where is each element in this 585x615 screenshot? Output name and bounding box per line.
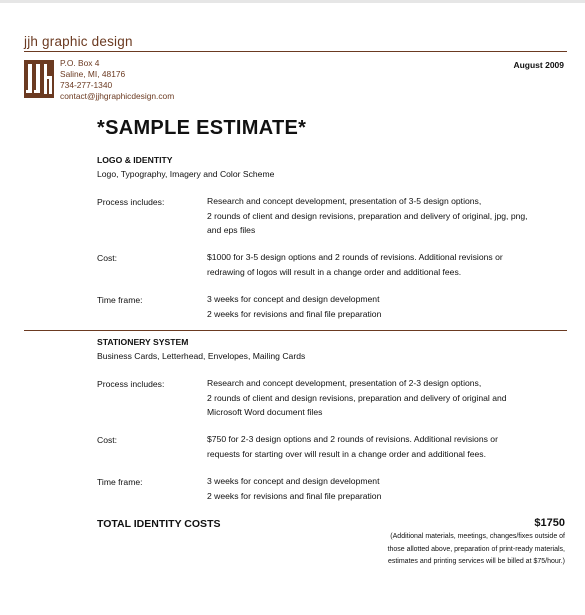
- text-line: 2 weeks for revisions and final file preparation: [207, 308, 382, 319]
- section-divider: [24, 330, 567, 331]
- note-line: those allotted above, preparation of print-ready materials,: [387, 545, 565, 553]
- process-text: [207, 194, 567, 238]
- section-heading: STATIONERY SYSTEM: [97, 337, 189, 347]
- address-line: Saline, MI, 48176: [60, 69, 126, 79]
- total-label: TOTAL IDENTITY COSTS: [97, 518, 221, 530]
- text-line: 3 weeks for concept and design development: [207, 476, 380, 486]
- total-amount: $1750: [534, 517, 565, 529]
- timeframe-label: Time frame:: [97, 295, 143, 305]
- text-line: requests for starting over will result in a change order and additional fees.: [207, 448, 486, 459]
- text-line: Research and concept development, presentation of 3-5 design options,: [207, 196, 482, 206]
- process-label: Process includes:: [97, 197, 165, 207]
- timeframe-text: [207, 474, 567, 503]
- section-subheading: Business Cards, Letterhead, Envelopes, Mailing Cards: [97, 351, 306, 361]
- address-line: P.O. Box 4: [60, 58, 100, 68]
- cost-label: Cost:: [97, 435, 118, 445]
- text-line: redrawing of logos will result in a change order and additional fees.: [207, 266, 462, 277]
- company-address: [60, 58, 174, 102]
- total-note: [388, 531, 565, 569]
- section-subheading: Logo, Typography, Imagery and Color Scheme: [97, 169, 275, 179]
- text-line: Microsoft Word document files: [207, 407, 323, 417]
- text-line: 2 rounds of client and design revisions, preparation and delivery of original and: [207, 392, 507, 403]
- cost-text: [207, 432, 567, 461]
- text-line: and eps files: [207, 225, 256, 235]
- cost-text: [207, 250, 567, 279]
- timeframe-text: [207, 292, 567, 321]
- company-name: jjh graphic design: [24, 34, 133, 49]
- phone-line: 734-277-1340: [60, 80, 113, 90]
- jjh-logo-mark-icon: [24, 60, 54, 98]
- company-logo: [24, 60, 54, 98]
- estimate-title: *SAMPLE ESTIMATE*: [97, 117, 307, 139]
- text-line: $1000 for 3-5 design options and 2 rounds of revisions. Additional revisions or: [207, 252, 503, 262]
- note-line: estimates and printing services will be billed at $75/hour.): [387, 558, 565, 565]
- text-line: 2 weeks for revisions and final file preparation: [207, 490, 382, 501]
- text-line: 2 rounds of client and design revisions, preparation and delivery of original, jpg, png,: [207, 210, 528, 221]
- timeframe-label: Time frame:: [97, 477, 143, 487]
- process-text: [207, 376, 567, 420]
- process-label: Process includes:: [97, 379, 165, 389]
- text-line: $750 for 2-3 design options and 2 rounds of revisions. Additional revisions or: [207, 434, 498, 444]
- section-heading: LOGO & IDENTITY: [97, 155, 173, 165]
- cost-label: Cost:: [97, 253, 118, 263]
- text-line: 3 weeks for concept and design development: [207, 294, 380, 304]
- note-line: (Additional materials, meetings, changes/fixes outside of: [390, 533, 565, 540]
- page-top-border: [0, 0, 585, 3]
- header-divider: [24, 51, 567, 52]
- email-line: contact@jjhgraphicdesign.com: [60, 91, 175, 101]
- text-line: Research and concept development, presentation of 2-3 design options,: [207, 378, 482, 388]
- estimate-date: August 2009: [513, 60, 564, 70]
